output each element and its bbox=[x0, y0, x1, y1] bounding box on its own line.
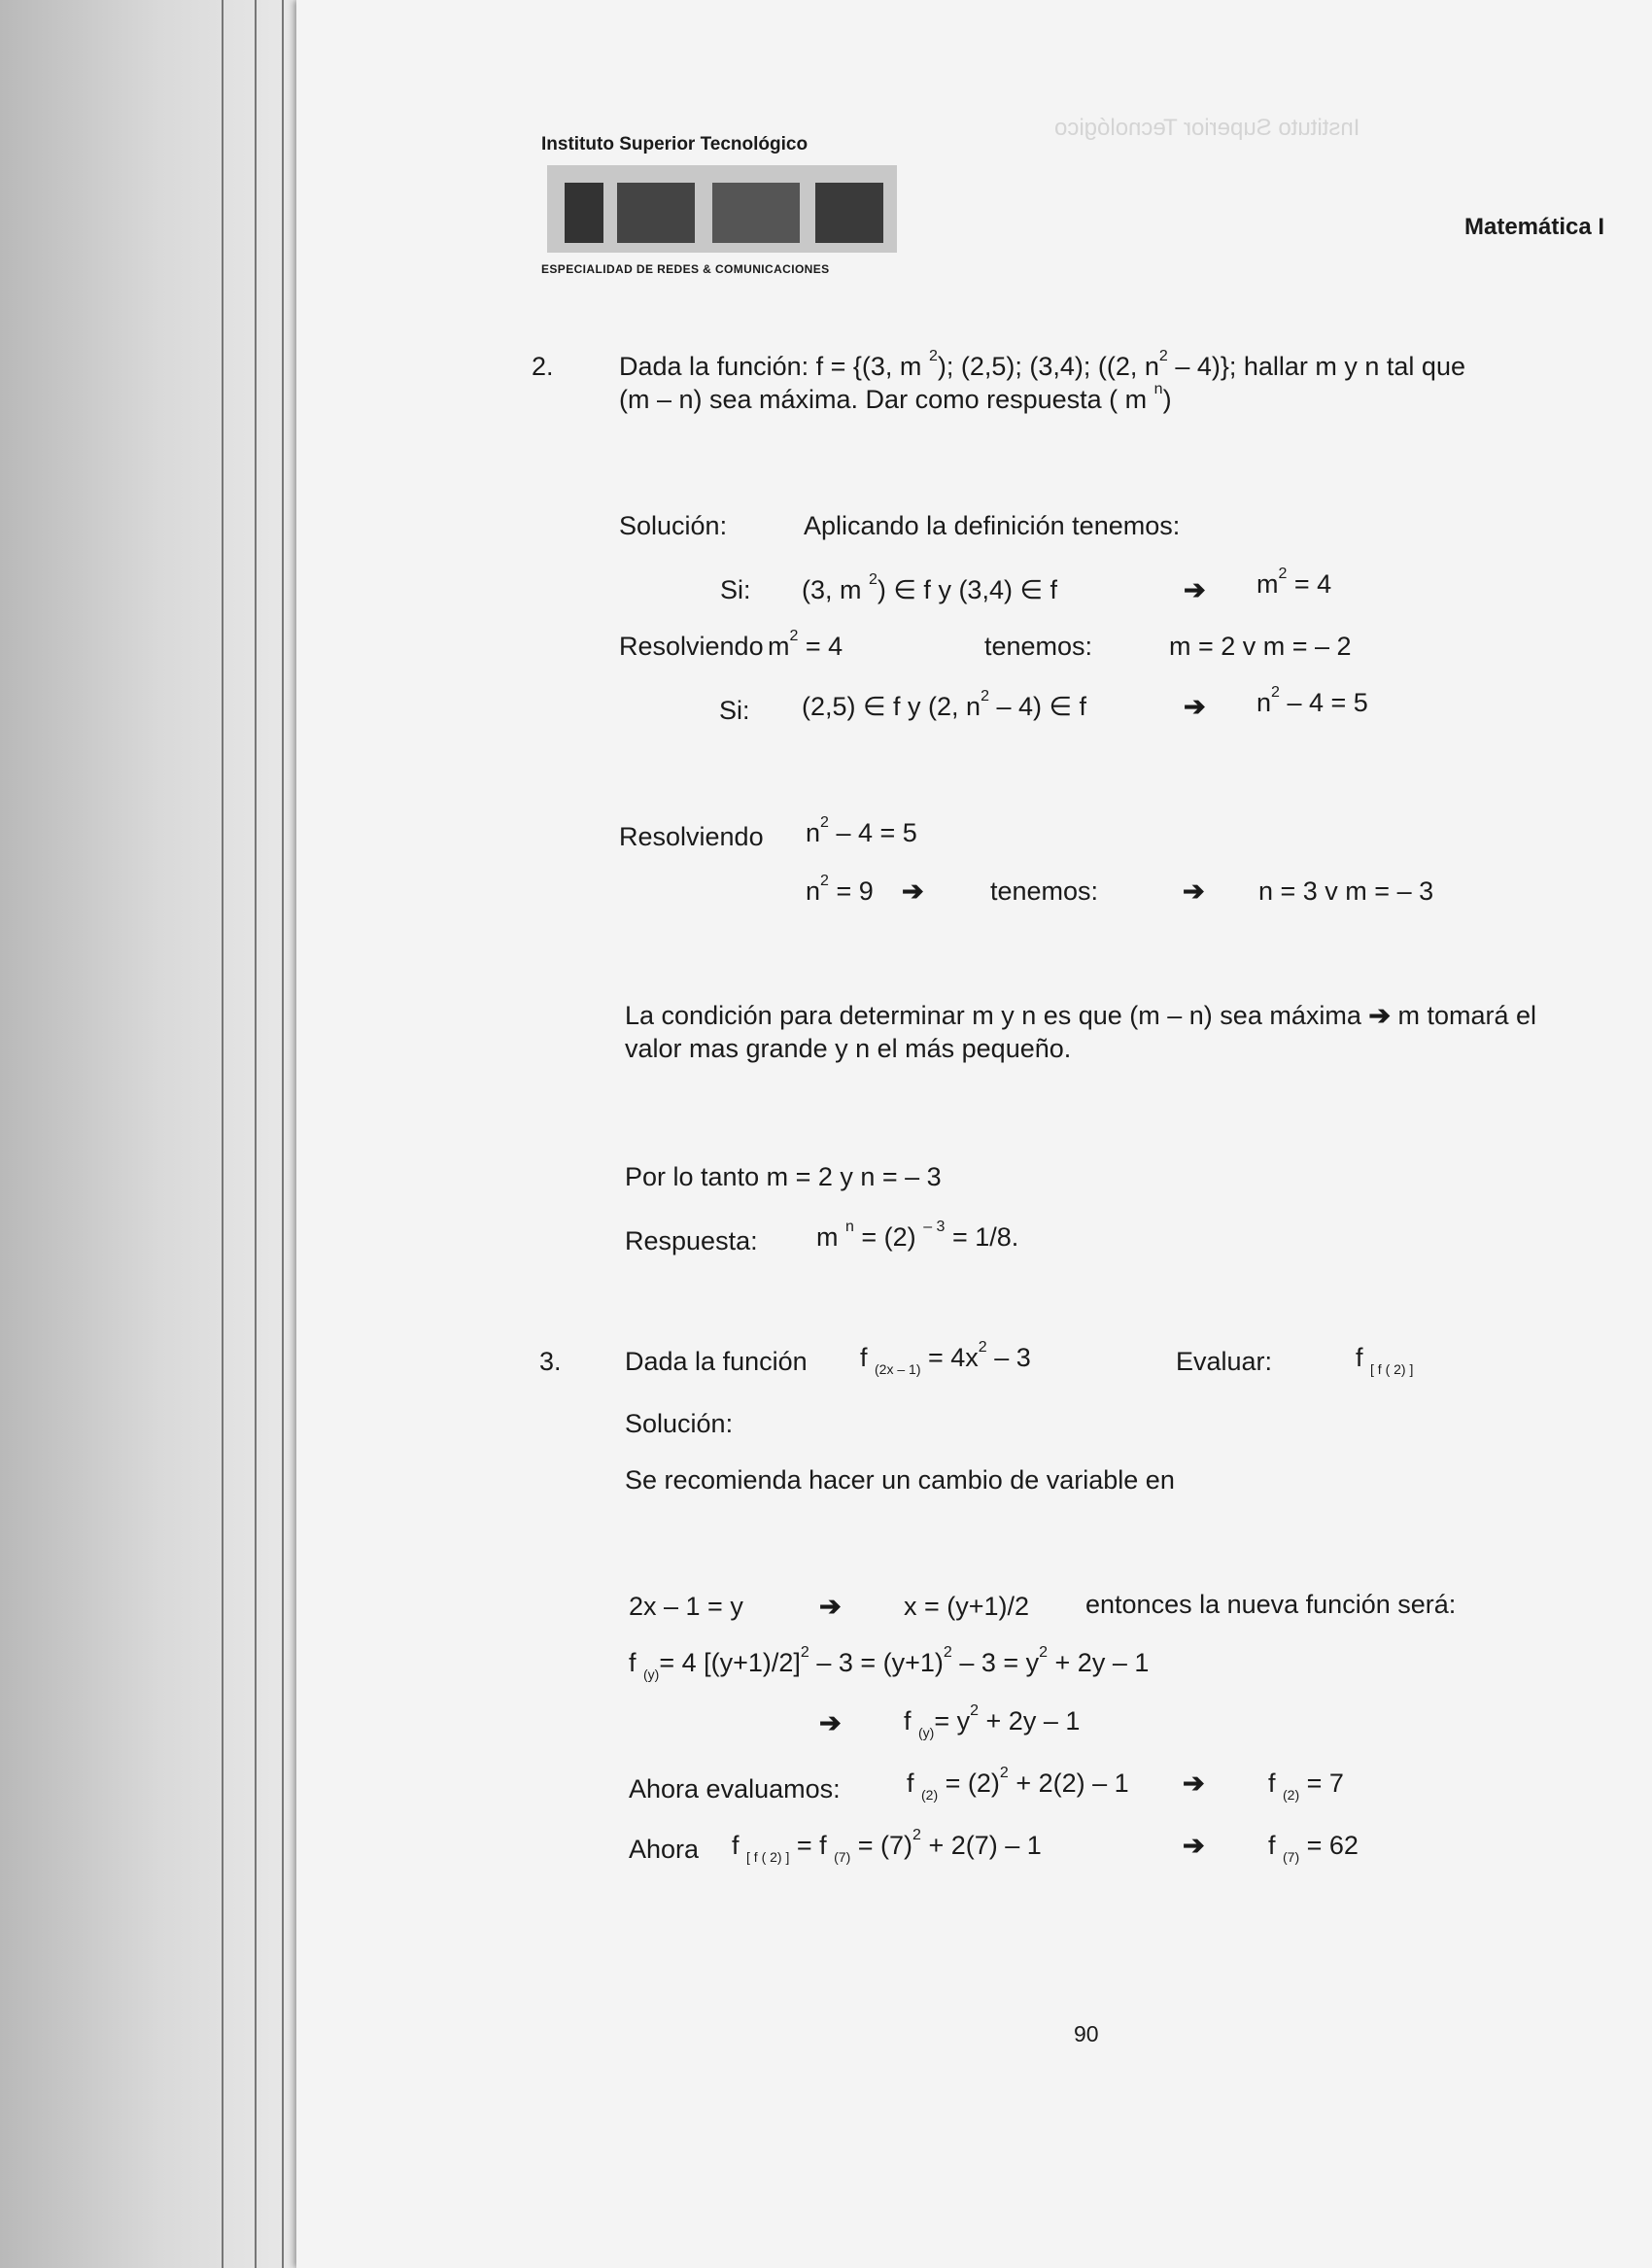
evaluation-f2: f $_{(2)} = (2)^2 + 2(2) - 1$ bbox=[907, 1765, 1129, 1803]
bleed-through-text: Instituto Superior Tecnológico bbox=[1054, 115, 1360, 141]
tenemos-label: tenemos: bbox=[990, 876, 1099, 906]
arrow-icon: ➔ bbox=[902, 876, 924, 906]
condition-2: (2,5) ∈ f y (2, $n^2 - 4$) ∈ f bbox=[802, 688, 1087, 721]
equation-2: $n^2 - 4 = 5$ bbox=[806, 814, 917, 847]
por-lo-tanto: Por lo tanto m = 2 y n = – 3 bbox=[625, 1162, 942, 1191]
si-label: Si: bbox=[720, 575, 751, 604]
page-edge-line bbox=[282, 0, 284, 2268]
x-expression: x = (y+1)/2 bbox=[904, 1592, 1030, 1621]
answer-label: Respuesta: bbox=[625, 1226, 758, 1255]
result-3: $n^2 - 4 = 5$ bbox=[1256, 684, 1368, 717]
arrow-icon: ➔ bbox=[1183, 876, 1205, 906]
problem-statement: Dada la función bbox=[625, 1347, 808, 1376]
specialty-label: ESPECIALIDAD DE REDES & COMUNICACIONES bbox=[541, 262, 830, 276]
resolviendo-label: Resolviendo bbox=[619, 632, 764, 661]
result-f7: f $_{(7)}$ = 62 bbox=[1268, 1831, 1359, 1865]
condition-text-line1: La condición para determinar m y n es que (m – n) sea máxima ➔ m tomará el bbox=[625, 1001, 1537, 1030]
new-function: f $_{(y)}= y^2 + 2y - 1$ bbox=[904, 1702, 1081, 1740]
idat-logo bbox=[547, 165, 897, 253]
problem-statement-line2: (m – n) sea máxima. Dar como respuesta ( m $^n$) bbox=[619, 381, 1172, 414]
result-1: $m^2 = 4$ bbox=[1256, 566, 1332, 599]
arrow-icon: ➔ bbox=[1368, 1001, 1391, 1030]
problem-number: 3. bbox=[539, 1347, 562, 1376]
substitution-equation: 2x – 1 = y bbox=[629, 1592, 743, 1621]
equation-1: $m^2 = 4$ bbox=[768, 628, 843, 661]
result-f2: f $_{(2)}$ = 7 bbox=[1268, 1769, 1344, 1803]
arrow-icon: ➔ bbox=[1184, 692, 1206, 721]
page-edge-line bbox=[255, 0, 257, 2268]
institute-name: Instituto Superior Tecnológico bbox=[541, 134, 809, 155]
page-edge-line bbox=[222, 0, 224, 2268]
result-4: n = 3 v m = – 3 bbox=[1258, 876, 1434, 906]
change-variable-text: Se recomienda hacer un cambio de variable en bbox=[625, 1465, 1175, 1495]
si-label: Si: bbox=[719, 696, 750, 725]
arrow-icon: ➔ bbox=[1183, 1831, 1205, 1860]
evaluation-ff2: f $_{[ f ( 2) ]}$ = f $_{(7)} = (7)^2 + 2(7) - 1$ bbox=[732, 1827, 1042, 1865]
arrow-icon: ➔ bbox=[1184, 575, 1206, 604]
function-definition: f $_{(2x - 1)} = 4x^2 - 3$ bbox=[860, 1339, 1031, 1377]
equation-3: $n^2 = 9$ bbox=[806, 873, 874, 906]
course-title: Matemática I bbox=[1464, 214, 1605, 240]
page-number: 90 bbox=[1074, 2021, 1099, 2046]
answer-value: m $^n$ = (2) $^{- 3}$ = 1/8. bbox=[816, 1219, 1019, 1252]
arrow-icon: ➔ bbox=[819, 1592, 842, 1621]
new-function-line: f $_{(y)}$= 4 $[(y+1)/2]^2 - 3 = (y+1)^2 - 3 = y^2 + 2y - 1$ bbox=[629, 1644, 1150, 1682]
solution-label: Solución: bbox=[625, 1409, 734, 1438]
problem-number: 2. bbox=[532, 352, 554, 381]
resolviendo-label: Resolviendo bbox=[619, 822, 764, 851]
problem-statement-line1: Dada la función: f = {(3, m $^2$); (2,5); (3,4); ((2, $n^2 - 4$)}; hallar m y n tal que bbox=[619, 348, 1465, 381]
evaluate-expression: f $_{[ f ( 2) ]}$ bbox=[1356, 1343, 1414, 1377]
tenemos-label: tenemos: bbox=[984, 632, 1093, 661]
document-page bbox=[296, 0, 1652, 2268]
arrow-icon: ➔ bbox=[1183, 1769, 1205, 1798]
solution-label: Solución: bbox=[619, 511, 728, 540]
condition-1: (3, m $^2$) ∈ f y (3,4) ∈ f bbox=[802, 571, 1057, 604]
result-2: m = 2 v m = – 2 bbox=[1169, 632, 1352, 661]
ahora-evaluamos: Ahora evaluamos: bbox=[629, 1774, 841, 1804]
evaluar-label: Evaluar: bbox=[1176, 1347, 1273, 1376]
book-spine bbox=[0, 0, 292, 2268]
entonces-text: entonces la nueva función será: bbox=[1085, 1590, 1457, 1619]
solution-intro: Aplicando la definición tenemos: bbox=[804, 511, 1181, 540]
ahora-label: Ahora bbox=[629, 1835, 700, 1864]
condition-text-line2: valor mas grande y n el más pequeño. bbox=[625, 1034, 1072, 1063]
arrow-icon: ➔ bbox=[819, 1708, 842, 1737]
